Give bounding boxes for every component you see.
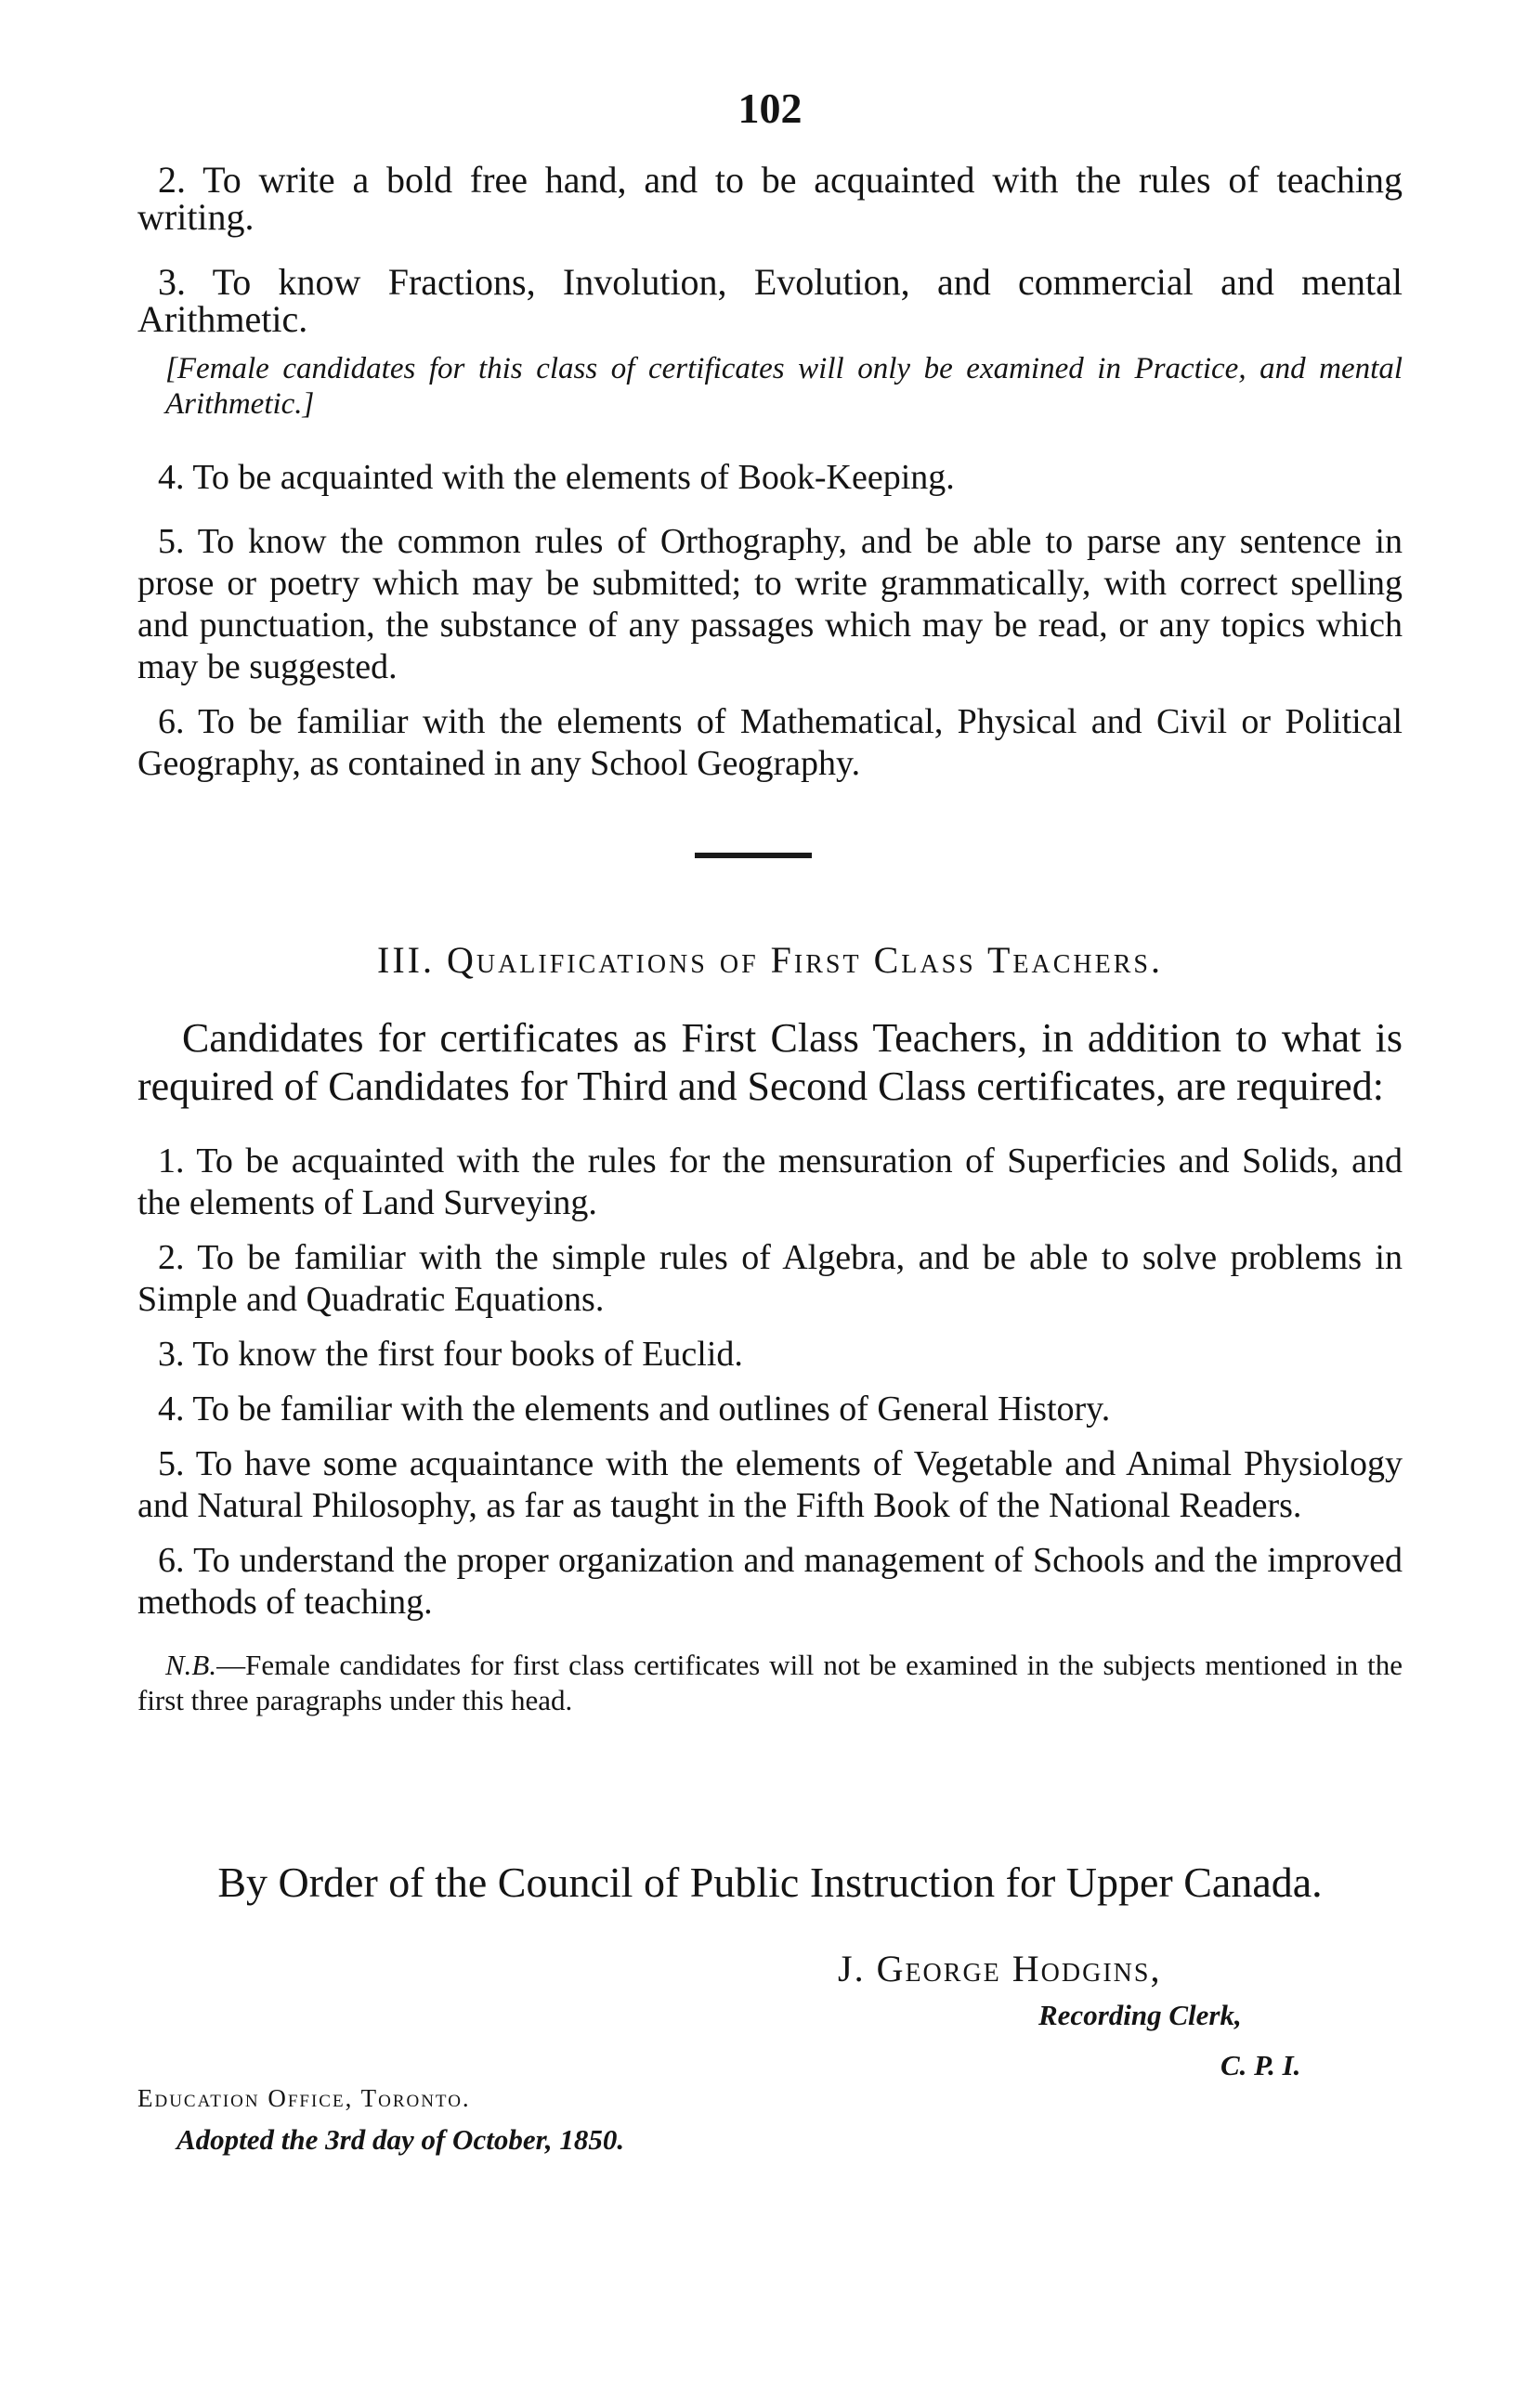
section2-item-2 xyxy=(137,159,1403,238)
item-text: To be acquainted with the elements of Book-Keeping. xyxy=(192,458,955,497)
section2-item-4 xyxy=(137,457,1403,499)
nb-label: N.B. xyxy=(165,1649,217,1681)
item-number: 3. xyxy=(158,261,186,303)
section3-item-3 xyxy=(137,1334,1403,1376)
section3-item-2 xyxy=(137,1237,1403,1321)
item-number: 6. xyxy=(158,702,185,741)
item-number: 2. xyxy=(158,1238,185,1277)
section3-heading: III. Qualifications of First Class Teachers. xyxy=(377,939,1163,981)
item-text: To be familiar with the elements and outlines of General History. xyxy=(192,1389,1111,1428)
item-text: To be acquainted with the rules for the mensuration of Superficies and Solids, and the elements of Land Surveying. xyxy=(137,1141,1403,1222)
office-line: Education Office, Toronto. xyxy=(137,2084,471,2112)
section2-item-6 xyxy=(137,701,1403,785)
item-text: To know the common rules of Orthography, and be able to parse any sentence in prose or poetry which may be submitted; to write grammatically, with correct spelling and punctuation, the substance of any passages which may be read, or any topics which may be suggested. xyxy=(137,522,1403,686)
item-number: 2. xyxy=(158,159,186,201)
section2-items-upper xyxy=(137,159,1403,422)
item-number: 3. xyxy=(158,1335,185,1374)
item-text: To understand the proper organization and management of Schools and the improved methods of teaching. xyxy=(137,1541,1403,1622)
signer-role: Recording Clerk, xyxy=(1038,1999,1242,2031)
nb-text: —Female candidates for first class certificates will not be examined in the subjects mentioned in the first three paragraphs under this head. xyxy=(137,1649,1403,1716)
item-number: 4. xyxy=(158,1389,185,1428)
section3-item-1 xyxy=(137,1141,1403,1224)
nota-bene xyxy=(137,1648,1403,1718)
section3-item-5 xyxy=(137,1443,1403,1527)
section-divider xyxy=(695,853,812,858)
section3-item-4 xyxy=(137,1389,1403,1430)
section2-item-5 xyxy=(137,521,1403,688)
section3-body xyxy=(137,1014,1403,1718)
item-text: To write a bold free hand, and to be acquainted with the rules of teaching writing. xyxy=(137,159,1403,238)
item-text: To know Fractions, Involution, Evolution, and commercial and mental Arithmetic. xyxy=(137,261,1403,340)
section2-item-3 xyxy=(137,261,1403,340)
section3-intro: Candidates for certificates as First Class Teachers, in addition to what is required of Candidates for Third and Second Class certificates, are required: xyxy=(137,1015,1403,1109)
section2-items-lower xyxy=(137,457,1403,785)
item-text: To have some acquaintance with the elements of Vegetable and Animal Physiology and Natural Philosophy, as far as taught in the Fifth Book of the National Readers. xyxy=(137,1444,1403,1525)
item-number: 5. xyxy=(158,522,185,561)
item-number: 1. xyxy=(158,1141,185,1180)
item-text: To be familiar with the elements of Mathematical, Physical and Civil or Political Geography, as contained in any School Geography. xyxy=(137,702,1403,783)
item-number: 5. xyxy=(158,1444,185,1483)
section3-item-6 xyxy=(137,1540,1403,1624)
item-number: 4. xyxy=(158,458,185,497)
page-number: 102 xyxy=(737,85,803,132)
adoption-date: Adopted the 3rd day of October, 1850. xyxy=(176,2123,625,2156)
order-line: By Order of the Council of Public Instruction for Upper Canada. xyxy=(217,1859,1323,1906)
item-text: To know the first four books of Euclid. xyxy=(192,1335,743,1374)
item-number: 6. xyxy=(158,1541,185,1580)
item-text: To be familiar with the simple rules of Algebra, and be able to solve problems in Simple and Quadratic Equations. xyxy=(137,1238,1403,1319)
signer-name: J. George Hodgins, xyxy=(838,1948,1162,1989)
female-candidates-note: [Female candidates for this class of certificates will only be examined in Practice, and mental Arithmetic.] xyxy=(165,352,1403,421)
council-abbreviation: C. P. I. xyxy=(1220,2049,1301,2081)
